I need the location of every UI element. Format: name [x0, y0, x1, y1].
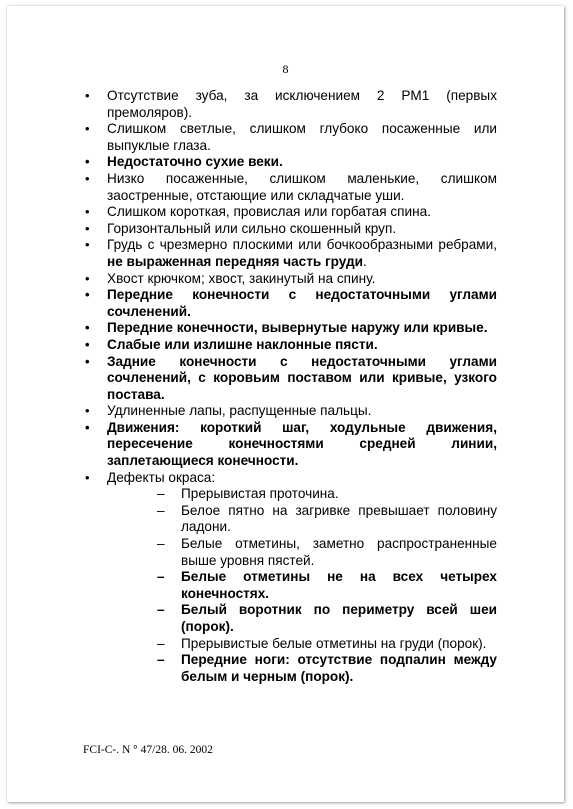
dash-icon: – — [157, 536, 165, 552]
dash-icon: – — [157, 652, 165, 668]
bullet-icon: • — [85, 469, 90, 485]
bold-phrase: не выраженная передняя часть груди — [107, 253, 363, 269]
dash-icon: – — [157, 486, 165, 502]
bullet-icon: • — [85, 88, 90, 103]
list-item: • Недостаточно сухие веки. — [85, 154, 283, 170]
list-item: • Слишком светлые, слишком глубоко посаженные или выпуклые глаза. — [85, 121, 497, 153]
sub-list-item: – Передние ноги: отсутствие подпалин между белым и черным (порок). — [157, 652, 497, 684]
sub-list-item: – Прерывистая проточина. — [157, 486, 339, 502]
list-item: • Удлиненные лапы, распущенные пальцы. — [85, 403, 372, 419]
bullet-icon: • — [85, 237, 90, 253]
sub-list-item: – Белый воротник по периметру всей шеи (порок). — [157, 602, 497, 634]
list-item: • Передние конечности с недостаточными углами сочленений. — [85, 287, 497, 319]
list-item: • Движения: короткий шаг, ходульные движения, пересечение конечностями средней линии, заплетающиеся конечности. — [85, 419, 497, 469]
bullet-icon: • — [85, 320, 90, 336]
list-item: • Грудь с чрезмерно плоскими или бочкообразными ребрами, не выраженная передняя часть груди. — [85, 237, 497, 269]
sub-list-item: – Белые отметины не на всех четырех конечностях. — [157, 569, 497, 601]
list-item: • Низко посаженные, слишком маленькие, слишком заостренные, отстающие или складчатые уши. — [85, 170, 497, 203]
list-item: • Хвост крючком; хвост, закинутый на спину. — [85, 270, 376, 286]
bullet-icon: • — [85, 270, 90, 286]
bullet-icon: • — [85, 403, 90, 419]
page-number: 8 — [282, 62, 289, 76]
list-item: • Отсутствие зуба, за исключением 2 PM1 (первых премоляров). — [85, 88, 497, 120]
bullet-icon: • — [85, 121, 90, 137]
bullet-icon: • — [85, 353, 90, 369]
list-item: • Задние конечности с недостаточными углами сочленений, с коровьим поставом или кривые, узкого постава. — [85, 353, 497, 402]
dash-icon: – — [157, 602, 165, 618]
sub-list-item: – Белое пятно на загривке превышает половину ладони. — [157, 502, 497, 535]
color-faults-sublist — [157, 486, 497, 685]
bullet-icon: • — [85, 419, 90, 435]
bullet-icon: • — [85, 170, 90, 186]
list-item: • Слишком короткая, провислая или горбатая спина. — [85, 204, 431, 220]
list-item: • Горизонтальный или сильно скошенный круп. — [85, 220, 397, 236]
list-item: • Дефекты окраса: — [85, 469, 216, 485]
dash-icon: – — [157, 569, 165, 585]
bullet-icon: • — [85, 336, 90, 352]
list-item: • Слабые или излишне наклонные пясти. — [85, 336, 378, 352]
bullet-icon: • — [85, 220, 90, 236]
dash-icon: – — [157, 502, 165, 518]
document-footer: FCI-C-. N ° 47/28. 06. 2002 — [83, 744, 213, 756]
sub-list-item: – Прерывистые белые отметины на груди (порок). — [157, 635, 487, 651]
bullet-icon: • — [85, 287, 90, 303]
faults-list — [85, 88, 497, 685]
bullet-icon: • — [85, 204, 90, 220]
bullet-icon: • — [85, 154, 90, 170]
dash-icon: – — [157, 635, 165, 651]
list-item: • Передние конечности, вывернутые наружу или кривые. — [85, 320, 488, 336]
sub-list-item: – Белые отметины, заметно распространенные выше уровня пястей. — [157, 536, 497, 568]
document-page — [7, 6, 564, 802]
